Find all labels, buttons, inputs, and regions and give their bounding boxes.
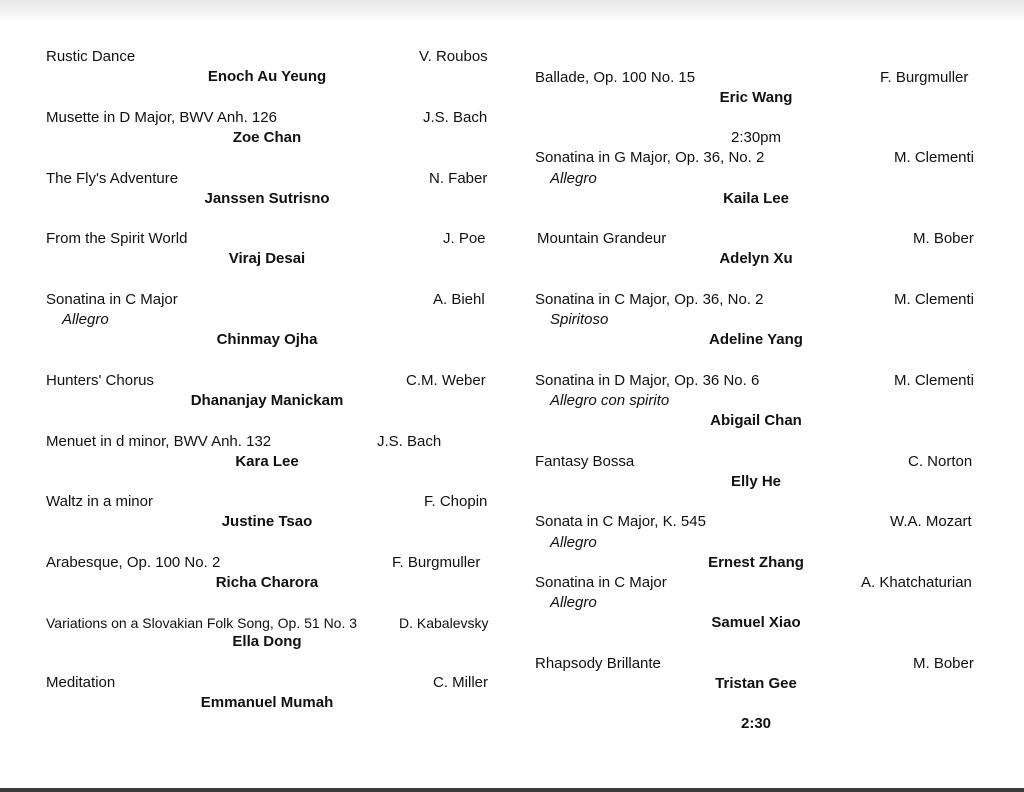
composer-name: M. Clementi: [894, 149, 975, 166]
piece-title: Sonatina in D Major, Op. 36 No. 6: [535, 372, 760, 389]
performer-name: Enoch Au Yeung: [207, 68, 327, 85]
performer-name: Chinmay Ojha: [216, 331, 318, 348]
composer-name: J. Poe: [443, 230, 486, 247]
performer-name: Ella Dong: [232, 633, 302, 650]
performer-name: Eric Wang: [719, 89, 793, 106]
piece-title: Sonatina in C Major, Op. 36, No. 2: [535, 291, 764, 308]
tempo-marking: Allegro con spirito: [550, 392, 670, 409]
piece-title: Waltz in a minor: [46, 493, 153, 510]
time-note: 2:30pm: [730, 129, 782, 146]
composer-name: M. Bober: [913, 230, 974, 247]
composer-name: C. Norton: [908, 453, 973, 470]
composer-name: A. Khatchaturian: [861, 574, 972, 591]
tempo-marking: Allegro: [62, 311, 109, 328]
piece-title: Meditation: [46, 674, 116, 691]
tempo-marking: Allegro: [550, 594, 597, 611]
performer-name: Dhananjay Manickam: [190, 392, 344, 409]
performer-name: Adeline Yang: [709, 331, 803, 348]
composer-name: F. Burgmuller: [880, 69, 969, 86]
composer-name: C. Miller: [433, 674, 488, 691]
piece-title: Fantasy Bossa: [535, 453, 635, 470]
composer-name: D. Kabalevsky: [399, 615, 489, 631]
piece-title: Rustic Dance: [46, 48, 136, 65]
performer-name: Elly He: [730, 473, 782, 490]
piece-title: Variations on a Slovakian Folk Song, Op. 51 No. 3: [46, 615, 358, 631]
tempo-marking: Spiritoso: [550, 311, 609, 328]
composer-name: V. Roubos: [419, 48, 488, 65]
piece-title: Sonatina in C Major: [535, 574, 667, 591]
piece-title: Musette in D Major, BWV Anh. 126: [46, 109, 277, 126]
composer-name: F. Burgmuller: [392, 554, 481, 571]
performer-name: Richa Charora: [215, 574, 319, 591]
piece-title: Rhapsody Brillante: [535, 655, 661, 672]
performer-name: Abigail Chan: [710, 412, 802, 429]
performer-name: Janssen Sutrisno: [204, 190, 330, 207]
composer-name: M. Bober: [913, 655, 974, 672]
performer-name: Kaila Lee: [723, 190, 789, 207]
piece-title: Menuet in d minor, BWV Anh. 132: [46, 433, 272, 450]
piece-title: Ballade, Op. 100 No. 15: [535, 69, 696, 86]
bottom-rule: [0, 788, 1024, 792]
performer-name: Kara Lee: [235, 453, 299, 470]
composer-name: N. Faber: [429, 170, 488, 187]
composer-name: J.S. Bach: [423, 109, 488, 126]
performer-name: Justine Tsao: [221, 513, 313, 530]
piece-title: From the Spirit World: [46, 230, 188, 247]
piece-title: Sonatina in G Major, Op. 36, No. 2: [535, 149, 765, 166]
top-shade: [0, 0, 1024, 22]
performer-name: Tristan Gee: [715, 675, 797, 692]
tempo-marking: Allegro: [550, 534, 597, 551]
composer-name: C.M. Weber: [406, 372, 486, 389]
piece-title: Hunters' Chorus: [46, 372, 154, 389]
composer-name: M. Clementi: [894, 372, 975, 389]
performer-name: Zoe Chan: [232, 129, 302, 146]
performer-name: Adelyn Xu: [719, 250, 793, 267]
performer-name: Samuel Xiao: [711, 614, 801, 631]
composer-name: J.S. Bach: [377, 433, 442, 450]
performer-name: Ernest Zhang: [708, 554, 804, 571]
piece-title: Sonata in C Major, K. 545: [535, 513, 706, 530]
tempo-marking: Allegro: [550, 170, 597, 187]
composer-name: W.A. Mozart: [890, 513, 972, 530]
composer-name: M. Clementi: [894, 291, 975, 308]
piece-title: Sonatina in C Major: [46, 291, 178, 308]
time-note: 2:30: [740, 715, 772, 732]
composer-name: A. Biehl: [433, 291, 485, 308]
piece-title: The Fly's Adventure: [46, 170, 179, 187]
performer-name: Emmanuel Mumah: [200, 694, 334, 711]
performer-name: Viraj Desai: [228, 250, 306, 267]
piece-title: Arabesque, Op. 100 No. 2: [46, 554, 221, 571]
composer-name: F. Chopin: [424, 493, 488, 510]
piece-title: Mountain Grandeur: [537, 230, 667, 247]
